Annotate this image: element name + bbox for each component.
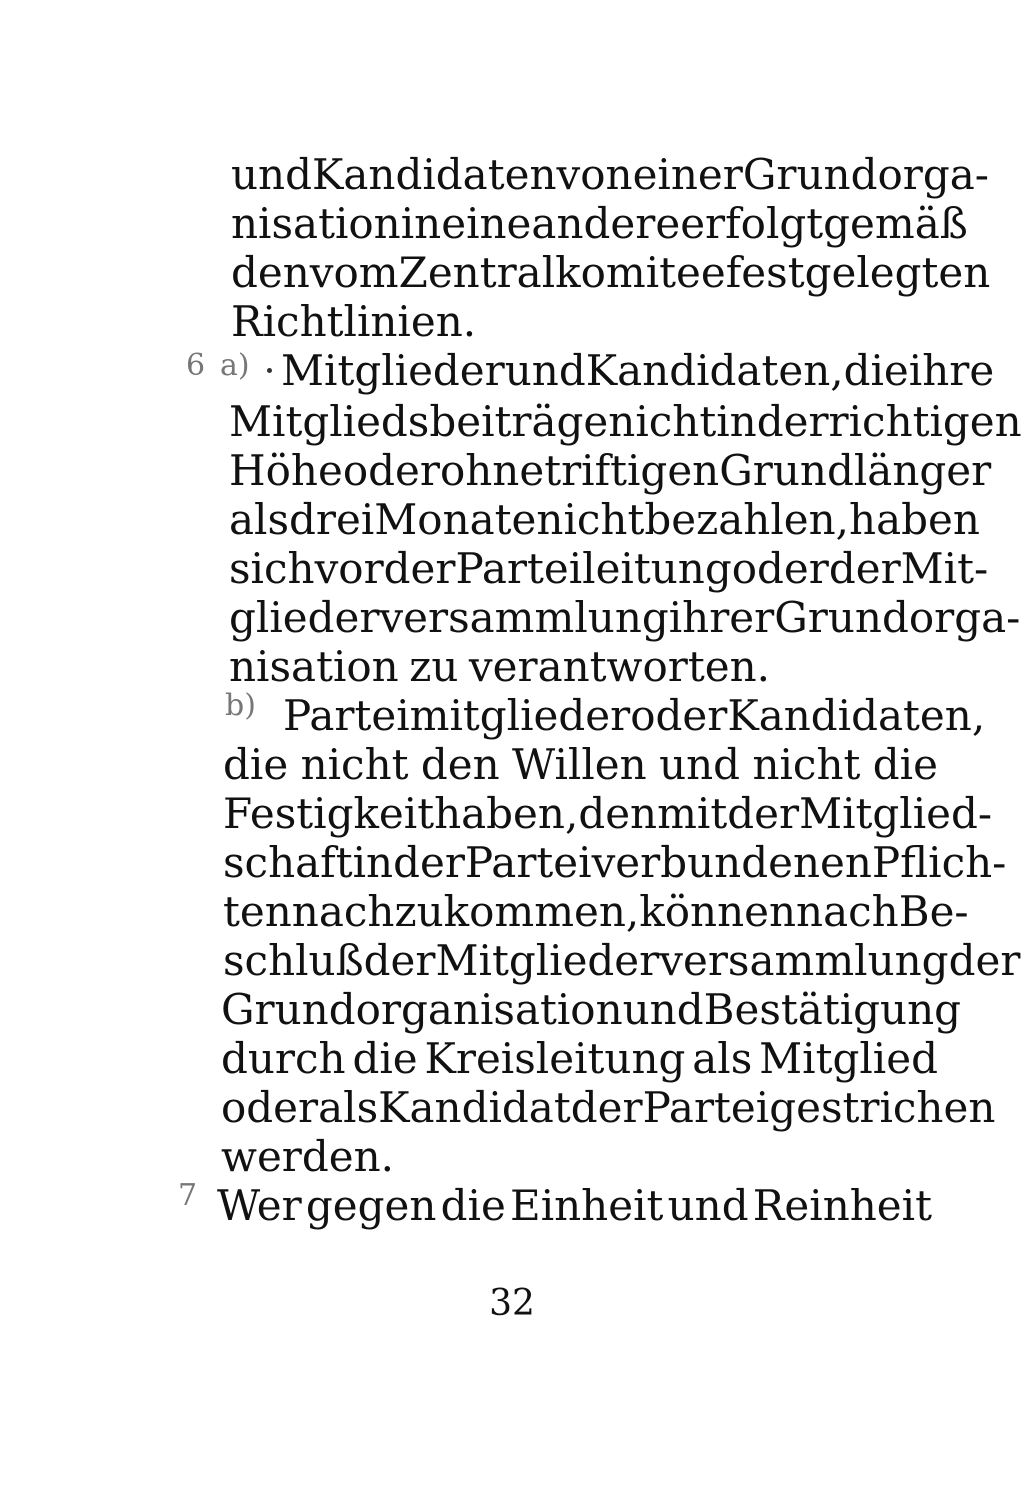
word: Mitglieder	[281, 346, 505, 395]
word: Pflich-	[871, 838, 1007, 887]
word: mit	[657, 789, 728, 838]
word: nicht	[536, 495, 645, 544]
text-line	[221, 1031, 938, 1087]
word: der	[570, 1083, 643, 1132]
word: Mitglied-	[799, 789, 993, 838]
word: der	[383, 544, 456, 593]
word: schluß	[223, 936, 364, 985]
word: der	[756, 397, 829, 446]
text-line	[229, 443, 992, 499]
word: richtigen	[828, 397, 1022, 446]
word: Kandidat	[378, 1083, 571, 1132]
word: triftigen	[544, 446, 720, 495]
text-line	[217, 1178, 932, 1234]
word: die	[352, 1034, 418, 1083]
text-line	[229, 394, 1022, 450]
word: länger	[853, 446, 992, 495]
text-line	[221, 1129, 938, 1185]
word: nisation	[229, 642, 399, 691]
word: von	[556, 150, 633, 199]
margin-marker-7: 7	[178, 1178, 198, 1213]
word: als	[229, 495, 290, 544]
word: gestrichen	[769, 1083, 996, 1132]
word: der	[727, 789, 800, 838]
word: der	[828, 544, 901, 593]
word: als	[318, 1083, 379, 1132]
word: Grundorganisation	[221, 985, 623, 1034]
word: schaft	[223, 838, 353, 887]
word: nisation	[231, 199, 401, 248]
word: der	[393, 838, 465, 887]
text-line	[231, 294, 945, 350]
word: den	[231, 248, 310, 297]
text-line	[229, 590, 1021, 646]
word: gegen	[305, 1181, 437, 1230]
word: Grundorga-	[774, 593, 1021, 642]
word: Mit-	[900, 544, 989, 593]
word: erfolgt	[680, 199, 824, 248]
word: der	[948, 936, 1021, 985]
text-line	[223, 786, 993, 842]
text-line	[231, 147, 989, 203]
margin-marker-6b: b)	[225, 688, 256, 723]
word: Partei	[464, 838, 592, 887]
word: einer	[632, 150, 743, 199]
word: Wer	[217, 1181, 302, 1230]
word: Bestätigung	[703, 985, 961, 1034]
word: sich	[229, 544, 315, 593]
word: und	[231, 150, 312, 199]
word: und	[622, 985, 704, 1034]
margin-marker-6: 6	[186, 348, 206, 383]
word: Partei	[642, 1083, 770, 1132]
word: in	[400, 199, 442, 248]
word: und	[659, 740, 741, 789]
word: Parteimitglieder	[283, 691, 631, 740]
word: Festigkeit	[223, 789, 435, 838]
word: in	[716, 397, 757, 446]
word: vor	[314, 544, 384, 593]
text-line	[223, 933, 1021, 989]
word: eine	[441, 199, 532, 248]
word: gemäß	[823, 199, 968, 248]
word: vom	[309, 248, 399, 297]
text-line	[223, 737, 938, 793]
word: Mitgliedsbeiträge	[229, 397, 609, 446]
word: Grund	[719, 446, 854, 495]
word: Kandidaten,	[727, 691, 986, 740]
word: Höhe	[229, 446, 343, 495]
word: die	[223, 740, 289, 789]
word: die	[843, 346, 909, 395]
word: den	[578, 789, 658, 838]
word: gliederversammlung	[229, 593, 669, 642]
word: durch	[221, 1034, 346, 1083]
word: oder	[731, 544, 829, 593]
word: Mitgliederversammlung	[435, 936, 949, 985]
word: können	[639, 887, 797, 936]
word: als	[692, 1034, 753, 1083]
word: ten	[223, 887, 292, 936]
word: und	[667, 1181, 749, 1230]
word: ohne	[439, 446, 545, 495]
text-line	[281, 343, 995, 399]
text-line	[229, 492, 980, 548]
word: Zentralkomitee	[398, 248, 726, 297]
word: oder	[630, 691, 728, 740]
word: nicht	[752, 740, 861, 789]
page-number: 32	[489, 1283, 535, 1324]
word: ihrer	[668, 593, 775, 642]
text-line	[229, 541, 989, 597]
word: und	[504, 346, 586, 395]
word: zu	[409, 642, 459, 691]
word: die	[872, 740, 938, 789]
word: die	[440, 1181, 506, 1230]
word: Reinheit	[752, 1181, 932, 1230]
word: den	[420, 740, 500, 789]
word: drei	[289, 495, 375, 544]
word: Kandidaten,	[585, 346, 844, 395]
word: ihre	[908, 346, 995, 395]
word: Richtlinien.	[231, 297, 477, 346]
word: haben,	[434, 789, 579, 838]
text-line	[231, 196, 968, 252]
word: nach	[796, 887, 899, 936]
text-line	[231, 245, 991, 301]
word: oder	[342, 446, 440, 495]
word: nachzukommen,	[291, 887, 640, 936]
word: Kreisleitung	[424, 1034, 686, 1083]
margin-marker-dot	[267, 368, 272, 373]
word: der	[363, 936, 436, 985]
word: Willen	[512, 740, 647, 789]
word: Grundorga-	[742, 150, 989, 199]
word: andere	[531, 199, 681, 248]
word: Einheit	[510, 1181, 664, 1230]
text-line	[221, 982, 961, 1038]
word: Mitglied	[759, 1034, 938, 1083]
text-line	[229, 639, 943, 695]
word: Be-	[898, 887, 969, 936]
word: festgelegten	[725, 248, 991, 297]
word: haben	[849, 495, 980, 544]
word: nicht	[608, 397, 717, 446]
word: verantworten.	[468, 642, 770, 691]
text-line	[223, 884, 969, 940]
text-line	[223, 835, 1007, 891]
word: nicht	[300, 740, 409, 789]
word: Kandidaten	[312, 150, 557, 199]
word: werden.	[221, 1132, 395, 1181]
word: Monate	[374, 495, 537, 544]
word: verbundenen	[591, 838, 872, 887]
word: bezahlen,	[644, 495, 850, 544]
word: Parteileitung	[455, 544, 732, 593]
margin-marker-6a: a)	[220, 348, 250, 383]
text-line	[221, 1080, 996, 1136]
text-line	[283, 688, 986, 744]
word: oder	[221, 1083, 319, 1132]
word: in	[352, 838, 394, 887]
